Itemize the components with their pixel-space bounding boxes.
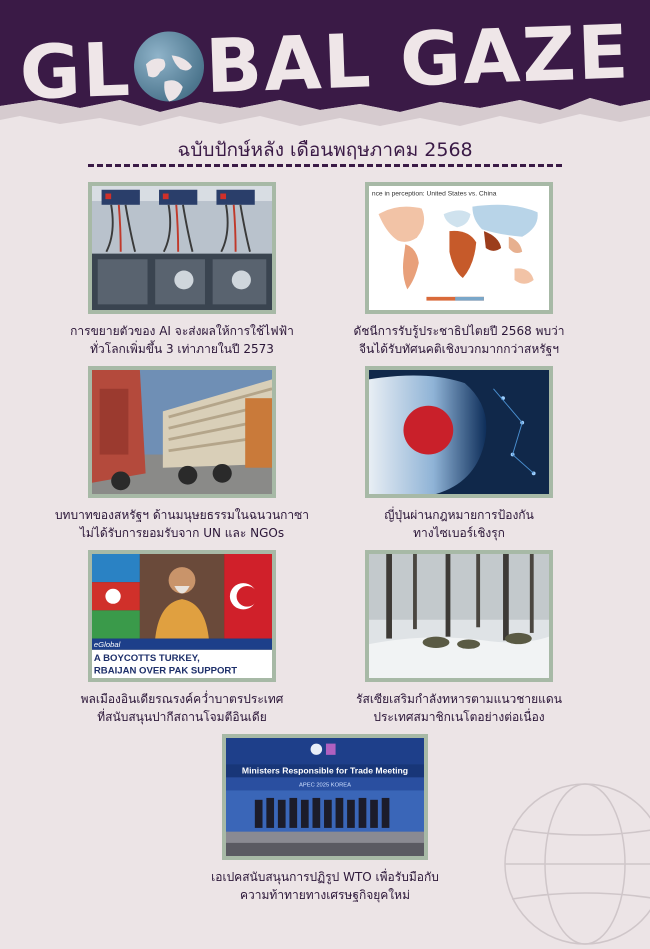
article-6-image[interactable] [365, 550, 553, 682]
article-5-line2: ที่สนับสนุนปากีสถานโจมตีอินเดีย [97, 710, 267, 724]
globe-icon [132, 31, 204, 103]
article-5-image[interactable] [88, 550, 276, 682]
article-7-caption[interactable] [175, 868, 475, 904]
news-headline-2: RBAIJAN OVER PAK SUPPORT [93, 665, 238, 677]
article-6-caption[interactable] [330, 690, 588, 726]
map-title: nce in perception: United States vs. China [371, 190, 497, 198]
article-3-line1: บทบาทของสหรัฐฯ ด้านมนุษยธรรมในฉนวนกาซา [54, 508, 310, 522]
title-right: BAL GAZE [204, 9, 632, 111]
article-2-caption[interactable] [330, 322, 588, 358]
article-3-line2: ไม่ได้รับการยอมรับจาก UN และ NGOs [79, 526, 285, 540]
article-6-line2: ประเทศสมาชิกเนโตอย่างต่อเนื่อง [373, 710, 545, 724]
article-1-caption[interactable] [50, 322, 314, 358]
article-4-line2: ทางไซเบอร์เชิงรุก [413, 526, 505, 540]
corner-globe-icon [500, 779, 650, 949]
article-3-caption[interactable] [50, 506, 314, 542]
article-4-caption[interactable] [330, 506, 588, 542]
article-2-line2: จีนได้รับทัศนคติเชิงบวกมากกว่าสหรัฐฯ [358, 342, 560, 356]
article-7-image[interactable] [222, 734, 428, 860]
masthead-title [0, 0, 650, 129]
article-2-image[interactable] [365, 182, 553, 314]
article-3-image[interactable] [88, 366, 276, 498]
apec-banner-text: Ministers Responsible for Trade Meeting [241, 765, 409, 776]
issue-subtitle: ฉบับปักษ์หลัง เดือนพฤษภาคม 2568 [177, 139, 473, 161]
apec-sub-text: APEC 2025 KOREA [299, 782, 351, 789]
article-2-line1: ดัชนีการรับรู้ประชาธิปไตยปี 2568 พบว่า [353, 324, 565, 338]
article-4-line1: ญี่ปุ่นผ่านกฎหมายการป้องกัน [384, 508, 534, 522]
title-left: GL [18, 26, 134, 117]
article-6-line1: รัสเซียเสริมกำลังทหารตามแนวชายแดน [356, 692, 562, 706]
article-5-line1: พลเมืองอินเดียรณรงค์คว่ำบาตรประเทศ [80, 692, 284, 706]
article-1-line1: การขยายตัวของ AI จะส่งผลให้การใช้ไฟฟ้า [70, 324, 294, 338]
article-5-caption[interactable] [50, 690, 314, 726]
news-channel-name: eGlobal [93, 640, 121, 649]
article-7-line2: ความท้าทายทางเศรษฐกิจยุคใหม่ [240, 888, 410, 902]
subtitle-divider [88, 164, 562, 167]
article-7-line1: เอเปคสนับสนุนการปฏิรูป WTO เพื่อรับมือกับ [211, 870, 439, 884]
news-headline-1: A BOYCOTTS TURKEY, [93, 653, 200, 665]
article-1-line2: ทั่วโลกเพิ่มขึ้น 3 เท่าภายในปี 2573 [90, 342, 274, 356]
article-4-image[interactable] [365, 366, 553, 498]
article-1-image[interactable] [88, 182, 276, 314]
masthead [0, 0, 650, 150]
